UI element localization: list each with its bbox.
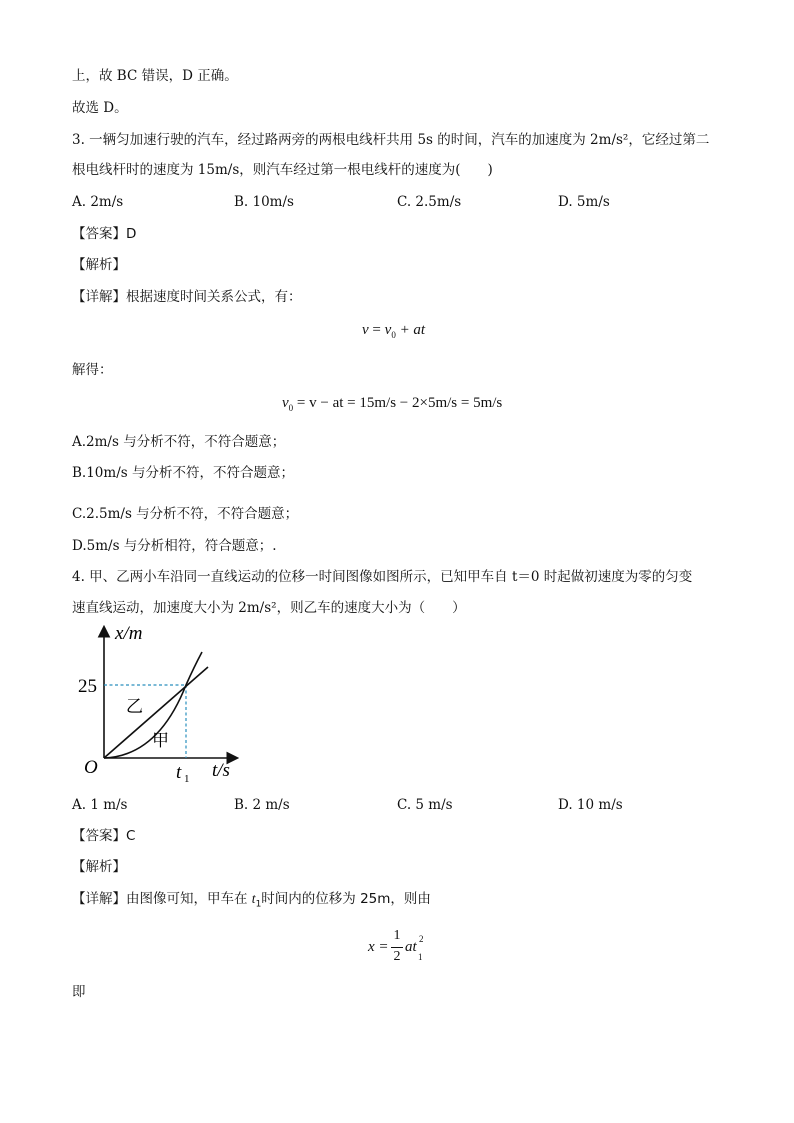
y-tick-label: 25	[78, 676, 97, 697]
label-yi: 乙	[126, 697, 143, 716]
q4-detail	[72, 889, 431, 915]
q3-stem: 根电线杆时的速度为 15m/s，则汽车经过第一根电线杆的速度为( )	[72, 162, 493, 178]
formula-rest: = v − at = 15m/s − 2×5m/s = 5m/s	[293, 395, 503, 411]
origin-label: O	[84, 757, 98, 778]
q3-detail: 【详解】根据速度时间关系公式，有：	[72, 289, 302, 305]
formula-tail: + at	[395, 322, 426, 338]
q4-stem: 速直线运动，加速度大小为 2m/s²，则乙车的速度大小为（ ）	[72, 600, 466, 616]
q4-answer: 【答案】C	[72, 828, 136, 844]
formula-lhs: x =	[368, 939, 389, 955]
detail-text: 时间内的位移为 25m，则由	[261, 891, 431, 907]
q3-formula-1: $v = v_0$ + at	[362, 322, 426, 340]
formula-var: v	[362, 322, 369, 338]
formula-sub: 0	[391, 330, 396, 340]
q3-stem: 3. 一辆匀加速行驶的汽车，经过路两旁的两根电线杆共用 5s 的时间，汽车的加速度为 2m/s²，它经过第二	[72, 132, 710, 148]
q4-analysis-label: 【解析】	[72, 859, 126, 875]
x-axis-label: t/s	[212, 760, 230, 781]
x-tick-sub: 1	[184, 773, 190, 784]
label-jia: 甲	[152, 731, 169, 750]
x-tick-label: t	[176, 762, 182, 783]
q3-answer: 【答案】D	[72, 226, 137, 242]
text-line: 上，故 BC 错误，D 正确。	[72, 68, 238, 84]
q3-option-b: B. 10m/s	[234, 194, 294, 210]
q4-option-d: D. 10 m/s	[558, 797, 623, 813]
q4-option-b: B. 2 m/s	[234, 797, 290, 813]
detail-var: t	[251, 891, 256, 906]
q4-option-c: C. 5 m/s	[397, 797, 453, 813]
q3-judge-c: C.2.5m/s 与分析不符，不符合题意；	[72, 506, 299, 522]
detail-text: 【详解】由图像可知，甲车在	[72, 891, 252, 907]
formula-sup: 2	[419, 934, 424, 944]
q3-option-c: C. 2.5m/s	[397, 194, 462, 210]
formula-sub: 0	[288, 403, 294, 413]
q3-judge-a: A.2m/s 与分析不符，不符合题意；	[72, 434, 286, 450]
q4-stem: 4. 甲、乙两小车沿同一直线运动的位移一时间图像如图所示，已知甲车自 t＝0 时起做初速度为零的匀变	[72, 569, 693, 585]
y-axis-label: x/m	[115, 623, 143, 644]
q4-then: 即	[72, 984, 86, 1000]
q3-option-d: D. 5m/s	[558, 194, 610, 210]
q3-judge-d: D.5m/s 与分析相符，符合题意；.	[72, 538, 277, 554]
q3-analysis-label: 【解析】	[72, 257, 126, 273]
formula-at: at	[405, 939, 417, 955]
fraction-numerator: 1	[393, 928, 401, 943]
q4-option-a: A. 1 m/s	[72, 797, 128, 813]
formula-var: v	[384, 322, 392, 338]
q3-formula-2	[282, 393, 502, 418]
q3-solve-label: 解得：	[72, 362, 113, 378]
formula-sub: 1	[418, 952, 423, 962]
xt-graph	[78, 622, 248, 784]
fraction-denominator: 2	[393, 949, 401, 964]
formula-var: v	[282, 395, 289, 411]
q3-option-a: A. 2m/s	[72, 194, 124, 210]
text-line: 故选 D。	[72, 100, 128, 116]
detail-sub: 1	[255, 899, 262, 910]
q3-judge-b: B.10m/s 与分析不符，不符合题意；	[72, 465, 294, 481]
